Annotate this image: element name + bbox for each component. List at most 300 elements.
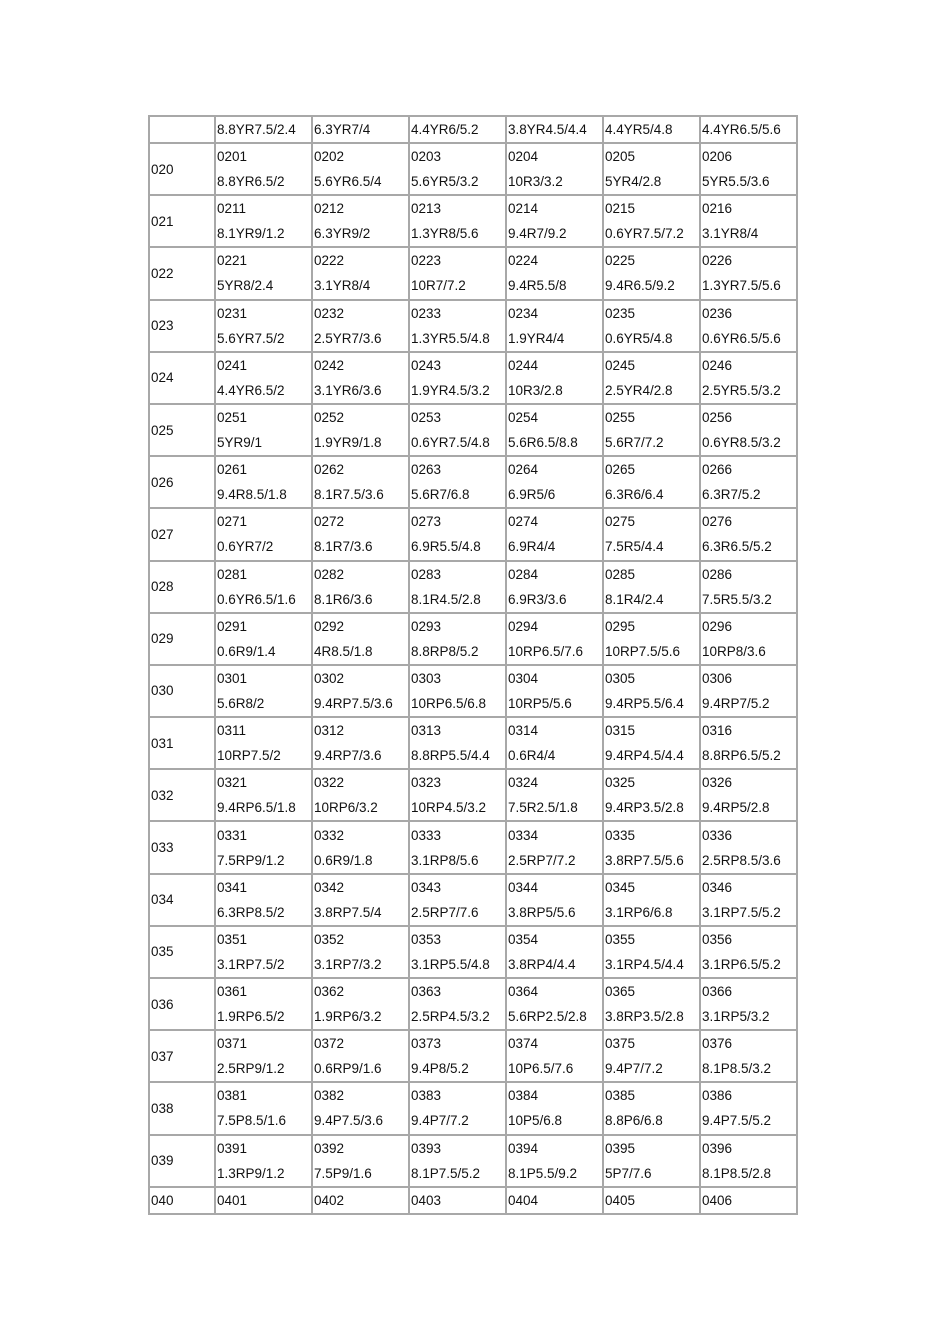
row-label: 040 — [149, 1187, 215, 1214]
cell-code: 0295 — [605, 618, 636, 634]
cell-code: 0325 — [605, 775, 636, 791]
cell-value: 5P7/7.6 — [605, 1165, 652, 1181]
cell-value: 10RP6.5/7.6 — [508, 643, 584, 659]
cell-value: 3.8RP3.5/2.8 — [605, 1009, 684, 1025]
cell-code: 0296 — [702, 618, 733, 634]
table-cell — [312, 508, 409, 560]
table-cell — [700, 300, 797, 352]
table-cell — [215, 456, 312, 508]
cell-code: 0235 — [605, 305, 636, 321]
cell-value: 3.1RP4.5/4.4 — [605, 956, 684, 972]
cell-code: 0364 — [508, 984, 539, 1000]
cell-value: 2.5RP4.5/3.2 — [411, 1009, 490, 1025]
cell-code: 0305 — [605, 670, 636, 686]
cell-code: 0236 — [702, 305, 733, 321]
table-row — [149, 1082, 797, 1134]
cell-value: 2.5RP7/7.6 — [411, 904, 479, 920]
table-cell — [409, 1030, 506, 1082]
table-cell — [700, 874, 797, 926]
cell-code: 0274 — [508, 514, 539, 530]
table-row — [149, 1135, 797, 1187]
cell-value: 10RP5/5.6 — [508, 695, 572, 711]
cell-value: 9.4RP6.5/1.8 — [217, 800, 296, 816]
cell-value: 2.5YR7/3.6 — [314, 330, 382, 346]
table-cell — [603, 874, 700, 926]
cell-value: 8.1R7/3.6 — [314, 539, 373, 555]
row-label: 027 — [149, 508, 215, 560]
cell-value: 0.6YR8.5/3.2 — [702, 435, 781, 451]
table-cell — [215, 195, 312, 247]
table-cell — [700, 247, 797, 299]
cell-code: 0264 — [508, 462, 539, 478]
table-cell — [312, 561, 409, 613]
table-row — [149, 769, 797, 821]
cell-code: 0353 — [411, 931, 442, 947]
cell-code: 0276 — [702, 514, 733, 530]
table-cell — [700, 195, 797, 247]
cell-value: 6.9R3/3.6 — [508, 591, 567, 607]
cell-value: 9.4P7/7.2 — [411, 1113, 469, 1129]
cell-code: 0284 — [508, 566, 539, 582]
cell-code: 0261 — [217, 462, 248, 478]
cell-value: 8.8YR6.5/2 — [217, 174, 285, 190]
cell-code: 0233 — [411, 305, 442, 321]
table-cell — [603, 1082, 700, 1134]
row-label: 020 — [149, 143, 215, 195]
cell-code: 0204 — [508, 149, 539, 165]
cell-value: 7.5P8.5/1.6 — [217, 1113, 287, 1129]
table-cell — [506, 143, 603, 195]
table-cell — [603, 247, 700, 299]
cell-code: 0281 — [217, 566, 248, 582]
table-cell — [506, 665, 603, 717]
cell-code: 0313 — [411, 723, 442, 739]
table-cell — [409, 195, 506, 247]
cell-code: 0356 — [702, 931, 733, 947]
cell-code: 0234 — [508, 305, 539, 321]
color-code-table — [148, 115, 798, 1215]
cell-code: 0242 — [314, 357, 345, 373]
cell-value: 8.1YR9/1.2 — [217, 226, 285, 242]
table-cell — [409, 821, 506, 873]
table-cell — [506, 300, 603, 352]
table-cell — [215, 613, 312, 665]
table-cell — [409, 978, 506, 1030]
table-row — [149, 1030, 797, 1082]
cell-code: 0401 — [215, 1187, 312, 1214]
cell-code: 0263 — [411, 462, 442, 478]
row-label: 023 — [149, 300, 215, 352]
cell-value: 8.8RP8/5.2 — [411, 643, 479, 659]
cell-value: 9.4RP7/5.2 — [702, 695, 770, 711]
cell-code: 0224 — [508, 253, 539, 269]
cell-code: 0332 — [314, 827, 345, 843]
table-cell — [603, 613, 700, 665]
cell-value: 9.4P8/5.2 — [411, 1061, 469, 1077]
row-label: 022 — [149, 247, 215, 299]
table-row — [149, 821, 797, 873]
cell-value: 2.5RP8.5/3.6 — [702, 852, 781, 868]
table-row — [149, 456, 797, 508]
cell-code: 0221 — [217, 253, 248, 269]
cell-code: 0254 — [508, 410, 539, 426]
cell-code: 0382 — [314, 1088, 345, 1104]
table-cell — [603, 1135, 700, 1187]
row-label: 037 — [149, 1030, 215, 1082]
table-cell — [700, 1082, 797, 1134]
cell-code: 0265 — [605, 462, 636, 478]
row-label: 031 — [149, 717, 215, 769]
cell-value: 1.3RP9/1.2 — [217, 1165, 285, 1181]
table-cell — [506, 247, 603, 299]
table-cell — [409, 456, 506, 508]
table-cell — [603, 978, 700, 1030]
row-label: 025 — [149, 404, 215, 456]
cell-code: 0386 — [702, 1088, 733, 1104]
cell-code: 0346 — [702, 879, 733, 895]
table-cell — [506, 352, 603, 404]
row-label: 038 — [149, 1082, 215, 1134]
cell-code: 0326 — [702, 775, 733, 791]
cell-value: 5.6R7/7.2 — [605, 435, 664, 451]
cell-code: 0385 — [605, 1088, 636, 1104]
cell-value: 1.3YR5.5/4.8 — [411, 330, 490, 346]
cell-value: 10R3/2.8 — [508, 382, 563, 398]
cell-code: 0331 — [217, 827, 248, 843]
table-cell — [603, 561, 700, 613]
cell-code: 0344 — [508, 879, 539, 895]
cell-value: 10RP4.5/3.2 — [411, 800, 487, 816]
cell-value: 2.5RP9/1.2 — [217, 1061, 285, 1077]
table-cell — [700, 821, 797, 873]
table-cell — [409, 874, 506, 926]
cell-value: 3.8YR4.5/4.4 — [506, 116, 603, 143]
cell-code: 0335 — [605, 827, 636, 843]
cell-code: 0294 — [508, 618, 539, 634]
cell-value: 5YR9/1 — [217, 435, 263, 451]
table-cell — [312, 404, 409, 456]
cell-code: 0211 — [217, 201, 247, 217]
table-row — [149, 352, 797, 404]
cell-value: 4R8.5/1.8 — [314, 643, 373, 659]
table-row-top — [149, 116, 797, 143]
cell-code: 0355 — [605, 931, 636, 947]
cell-value: 9.4P7.5/3.6 — [314, 1113, 384, 1129]
cell-code: 0365 — [605, 984, 636, 1000]
cell-value: 3.1YR8/4 — [702, 226, 759, 242]
cell-value: 10RP6.5/6.8 — [411, 695, 487, 711]
table-cell — [409, 613, 506, 665]
table-cell — [700, 1030, 797, 1082]
table-row — [149, 247, 797, 299]
cell-code: 0384 — [508, 1088, 539, 1104]
cell-code: 0243 — [411, 357, 442, 373]
cell-code: 0383 — [411, 1088, 442, 1104]
cell-value: 0.6YR7/2 — [217, 539, 274, 555]
cell-code: 0402 — [312, 1187, 409, 1214]
table-cell — [506, 926, 603, 978]
cell-value: 3.1RP6/6.8 — [605, 904, 673, 920]
row-label: 034 — [149, 874, 215, 926]
cell-value: 2.5YR4/2.8 — [605, 382, 673, 398]
table-cell — [506, 195, 603, 247]
table-row — [149, 874, 797, 926]
row-label: 035 — [149, 926, 215, 978]
table-cell — [215, 352, 312, 404]
cell-code: 0304 — [508, 670, 539, 686]
cell-value: 8.1P7.5/5.2 — [411, 1165, 481, 1181]
table-cell — [215, 821, 312, 873]
cell-value: 3.1RP7.5/2 — [217, 956, 285, 972]
table-cell — [603, 1030, 700, 1082]
cell-value: 8.8RP6.5/5.2 — [702, 748, 781, 764]
cell-value: 9.4R5.5/8 — [508, 278, 567, 294]
cell-value: 3.1RP8/5.6 — [411, 852, 479, 868]
table-cell — [312, 926, 409, 978]
cell-value: 10P5/6.8 — [508, 1113, 563, 1129]
cell-value: 9.4RP5.5/6.4 — [605, 695, 684, 711]
table-cell — [215, 665, 312, 717]
cell-value: 2.5RP7/7.2 — [508, 852, 576, 868]
cell-value: 5.6R6.5/8.8 — [508, 435, 578, 451]
cell-value: 6.9R4/4 — [508, 539, 556, 555]
table-cell — [506, 613, 603, 665]
table-cell — [506, 874, 603, 926]
cell-value: 0.6R9/1.8 — [314, 852, 373, 868]
cell-code: 0341 — [217, 879, 248, 895]
cell-code: 0312 — [314, 723, 345, 739]
cell-code: 0391 — [217, 1140, 248, 1156]
cell-value: 9.4P7.5/5.2 — [702, 1113, 772, 1129]
row-label: 036 — [149, 978, 215, 1030]
table-row — [149, 665, 797, 717]
table-cell — [409, 300, 506, 352]
table-cell — [215, 769, 312, 821]
table-cell — [215, 926, 312, 978]
cell-code: 0283 — [411, 566, 442, 582]
cell-value: 4.4YR6/5.2 — [409, 116, 506, 143]
cell-code: 0336 — [702, 827, 733, 843]
cell-value: 3.8RP7.5/5.6 — [605, 852, 684, 868]
cell-code: 0345 — [605, 879, 636, 895]
cell-code: 0333 — [411, 827, 442, 843]
cell-value: 3.1RP7.5/5.2 — [702, 904, 781, 920]
table-cell — [312, 143, 409, 195]
cell-code: 0231 — [217, 305, 248, 321]
cell-value: 5.6R8/2 — [217, 695, 265, 711]
cell-value: 1.9RP6.5/2 — [217, 1009, 285, 1025]
cell-code: 0225 — [605, 253, 636, 269]
cell-code: 0361 — [217, 984, 248, 1000]
cell-code: 0354 — [508, 931, 539, 947]
cell-value: 6.3R6.5/5.2 — [702, 539, 772, 555]
cell-value: 1.3YR8/5.6 — [411, 226, 479, 242]
table-cell — [409, 352, 506, 404]
table-cell — [409, 926, 506, 978]
cell-code: 0232 — [314, 305, 345, 321]
cell-value: 9.4RP5/2.8 — [702, 800, 770, 816]
cell-code: 0396 — [702, 1140, 733, 1156]
cell-value: 3.8RP7.5/4 — [314, 904, 382, 920]
cell-code: 0334 — [508, 827, 539, 843]
cell-value: 1.9YR9/1.8 — [314, 435, 382, 451]
cell-code: 0241 — [217, 357, 248, 373]
table-cell — [700, 561, 797, 613]
cell-code: 0293 — [411, 618, 442, 634]
cell-value: 4.4YR6.5/5.6 — [700, 116, 797, 143]
cell-value: 7.5RP9/1.2 — [217, 852, 285, 868]
cell-code: 0253 — [411, 410, 442, 426]
cell-code: 0251 — [217, 410, 248, 426]
cell-code: 0201 — [217, 149, 248, 165]
table-cell — [700, 769, 797, 821]
cell-value: 10R3/3.2 — [508, 174, 563, 190]
table-cell — [409, 247, 506, 299]
cell-value: 9.4RP4.5/4.4 — [605, 748, 684, 764]
table-row — [149, 300, 797, 352]
cell-value: 3.1YR6/3.6 — [314, 382, 382, 398]
row-label — [149, 116, 215, 143]
cell-code: 0286 — [702, 566, 733, 582]
cell-code: 0352 — [314, 931, 345, 947]
cell-value: 4.4YR5/4.8 — [603, 116, 700, 143]
cell-code: 0213 — [411, 201, 442, 217]
table-cell — [603, 769, 700, 821]
cell-code: 0212 — [314, 201, 345, 217]
table-cell — [215, 508, 312, 560]
table-row — [149, 978, 797, 1030]
table-cell — [409, 404, 506, 456]
cell-code: 0275 — [605, 514, 636, 530]
table-cell — [700, 717, 797, 769]
table-cell — [603, 717, 700, 769]
cell-code: 0282 — [314, 566, 345, 582]
table-cell — [312, 456, 409, 508]
table-row — [149, 508, 797, 560]
cell-value: 5.6RP2.5/2.8 — [508, 1009, 587, 1025]
table-row — [149, 143, 797, 195]
cell-value: 4.4YR6.5/2 — [217, 382, 285, 398]
table-cell — [603, 352, 700, 404]
table-cell — [700, 143, 797, 195]
cell-value: 5.6YR5/3.2 — [411, 174, 479, 190]
cell-value: 9.4R8.5/1.8 — [217, 487, 287, 503]
cell-code: 0223 — [411, 253, 442, 269]
cell-code: 0375 — [605, 1036, 636, 1052]
cell-value: 8.1R7.5/3.6 — [314, 487, 384, 503]
table-cell — [312, 247, 409, 299]
table-cell — [215, 874, 312, 926]
table-cell — [312, 613, 409, 665]
table-cell — [506, 1135, 603, 1187]
cell-code: 0316 — [702, 723, 733, 739]
cell-code: 0314 — [508, 723, 539, 739]
cell-value: 10RP7.5/5.6 — [605, 643, 681, 659]
cell-code: 0363 — [411, 984, 442, 1000]
table-cell — [603, 821, 700, 873]
table-cell — [312, 665, 409, 717]
cell-value: 8.8YR7.5/2.4 — [215, 116, 312, 143]
cell-code: 0405 — [603, 1187, 700, 1214]
cell-code: 0285 — [605, 566, 636, 582]
table-cell — [215, 1030, 312, 1082]
table-cell — [215, 404, 312, 456]
table-cell — [700, 978, 797, 1030]
cell-code: 0406 — [700, 1187, 797, 1214]
table-cell — [506, 404, 603, 456]
table-cell — [409, 665, 506, 717]
cell-code: 0303 — [411, 670, 442, 686]
table-cell — [312, 1082, 409, 1134]
table-row — [149, 717, 797, 769]
cell-value: 10P6.5/7.6 — [508, 1061, 574, 1077]
cell-value: 0.6RP9/1.6 — [314, 1061, 382, 1077]
cell-code: 0362 — [314, 984, 345, 1000]
cell-code: 0292 — [314, 618, 345, 634]
cell-code: 0393 — [411, 1140, 442, 1156]
table-cell — [409, 1082, 506, 1134]
cell-code: 0262 — [314, 462, 345, 478]
table-cell — [603, 926, 700, 978]
cell-value: 8.1P5.5/9.2 — [508, 1165, 578, 1181]
cell-code: 0273 — [411, 514, 442, 530]
cell-value: 6.3RP8.5/2 — [217, 904, 285, 920]
cell-code: 0372 — [314, 1036, 345, 1052]
table-cell — [700, 665, 797, 717]
cell-code: 0216 — [702, 201, 733, 217]
cell-value: 6.3R6/6.4 — [605, 487, 664, 503]
cell-value: 5YR8/2.4 — [217, 278, 274, 294]
cell-value: 3.1RP7/3.2 — [314, 956, 382, 972]
cell-value: 9.4P7/7.2 — [605, 1061, 663, 1077]
cell-value: 3.8RP4/4.4 — [508, 956, 576, 972]
table-cell — [409, 1135, 506, 1187]
cell-value: 8.8RP5.5/4.4 — [411, 748, 490, 764]
table-cell — [603, 404, 700, 456]
cell-code: 0395 — [605, 1140, 636, 1156]
cell-value: 6.9R5.5/4.8 — [411, 539, 481, 555]
cell-code: 0343 — [411, 879, 442, 895]
cell-value: 10R7/7.2 — [411, 278, 466, 294]
cell-code: 0371 — [217, 1036, 248, 1052]
cell-value: 8.1P8.5/3.2 — [702, 1061, 772, 1077]
cell-code: 0206 — [702, 149, 733, 165]
table-cell — [506, 769, 603, 821]
cell-value: 1.9YR4.5/3.2 — [411, 382, 490, 398]
cell-code: 0351 — [217, 931, 248, 947]
table-cell — [506, 1082, 603, 1134]
row-label: 026 — [149, 456, 215, 508]
cell-code: 0321 — [217, 775, 248, 791]
cell-value: 8.1R4/2.4 — [605, 591, 664, 607]
cell-code: 0403 — [409, 1187, 506, 1214]
table-cell — [700, 613, 797, 665]
cell-value: 8.8P6/6.8 — [605, 1113, 663, 1129]
row-label: 028 — [149, 561, 215, 613]
cell-value: 0.6R9/1.4 — [217, 643, 276, 659]
cell-value: 6.3YR9/2 — [314, 226, 371, 242]
cell-code: 0272 — [314, 514, 345, 530]
table-row — [149, 404, 797, 456]
table-cell — [700, 926, 797, 978]
cell-value: 5YR5.5/3.6 — [702, 174, 770, 190]
cell-code: 0291 — [217, 618, 248, 634]
cell-value: 2.5YR5.5/3.2 — [702, 382, 781, 398]
cell-code: 0315 — [605, 723, 636, 739]
table-cell — [215, 247, 312, 299]
table-cell — [700, 404, 797, 456]
cell-value: 7.5R5.5/3.2 — [702, 591, 772, 607]
